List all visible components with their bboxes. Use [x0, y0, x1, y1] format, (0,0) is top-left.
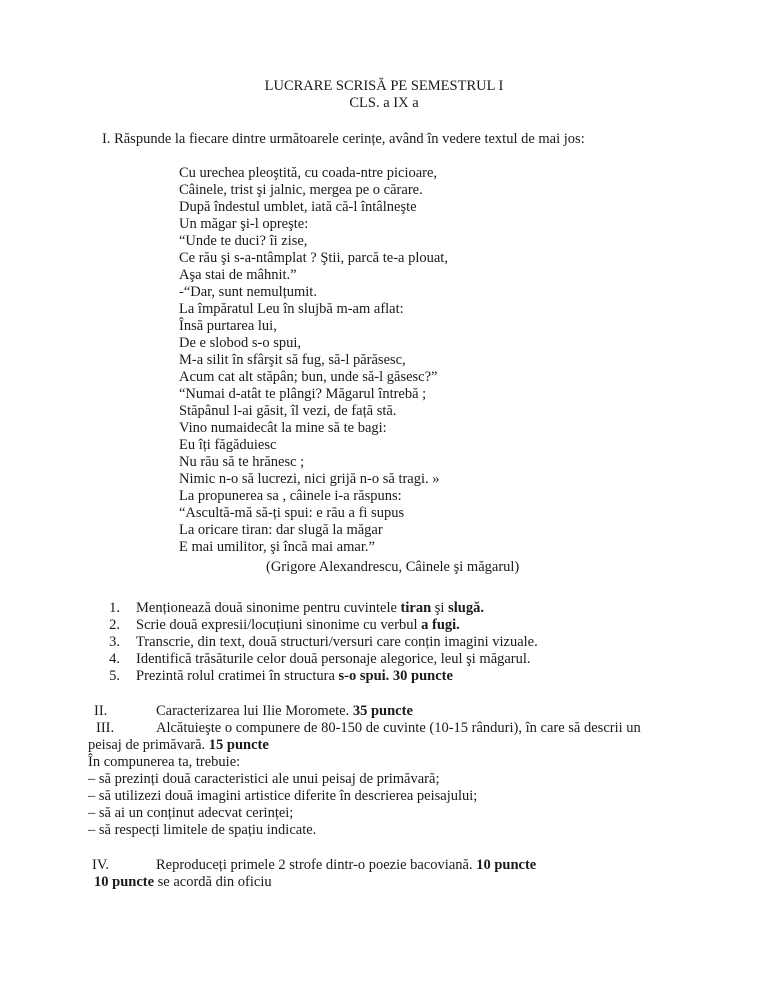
section-2-number: II. — [94, 703, 108, 719]
section-2-text — [156, 703, 413, 720]
list-item — [102, 634, 538, 651]
oficiu-line — [94, 874, 272, 891]
task-text: Prezintă rolul cratimei în structura — [136, 668, 339, 684]
task-text: Transcrie, din text, două structuri/versuri care conțin imagini vizuale. — [136, 634, 538, 650]
poem-line: Câinele, trist şi jalnic, mergea pe o cărare. — [179, 182, 423, 198]
poem-line: Nimic n-o să lucrezi, nici grijă n-o să tragi. » — [179, 471, 440, 487]
section-1-intro: I. Răspunde la fiecare dintre următoarele cerințe, având în vedere textul de mai jos: — [102, 131, 585, 147]
task-bold: slugă. — [448, 600, 484, 616]
section-3-points: 15 puncte — [208, 737, 269, 753]
poem-line: Vino numaidecât la mine să te bagi: — [179, 420, 387, 436]
poem-line: Stăpânul l-ai găsit, îl vezi, de față stă. — [179, 403, 397, 419]
requirement-item: – să ai un conținut adecvat cerinței; — [88, 805, 294, 821]
poem-line: La împăratul Leu în slujbă m-am aflat: — [179, 301, 404, 317]
list-item — [102, 617, 460, 634]
poem-line: M-a silit în sfârşit să fug, să-l părăsesc, — [179, 352, 406, 368]
poem-line: La oricare tiran: dar slugă la măgar — [179, 522, 383, 538]
requirement-item: – să utilizezi două imagini artistice diferite în descrierea peisajului; — [88, 788, 478, 804]
oficiu-text: se acordă din oficiu — [154, 874, 272, 890]
list-number: 4. — [109, 651, 120, 667]
task-bold: s-o spui. 30 puncte — [338, 668, 453, 684]
requirement-item: – să prezinți două caracteristici ale unui peisaj de primăvară; — [88, 771, 440, 787]
section-3-task: peisaj de primăvară. — [88, 737, 209, 753]
task-text: Scrie două expresii/locuțiuni sinonime cu verbul — [136, 617, 422, 633]
poem-line: Însă purtarea lui, — [179, 318, 277, 334]
list-item — [102, 668, 453, 685]
section-3-number: III. — [96, 720, 115, 736]
list-number: 3. — [109, 634, 120, 650]
poem-line: “Unde te duci? îi zise, — [179, 233, 308, 249]
poem-line: -“Dar, sunt nemulțumit. — [179, 284, 317, 300]
poem-line: Cu urechea pleoştită, cu coada-ntre picioare, — [179, 165, 438, 181]
poem-line: Ce rău şi s-a-ntâmplat ? Ştii, parcă te-a plouat, — [179, 250, 448, 266]
section-3-requirements-intro: În compunerea ta, trebuie: — [88, 754, 241, 770]
section-4-task: Reproduceți primele 2 strofe dintr-o poezie bacoviană. — [156, 857, 477, 873]
requirement-item: – să respecți limitele de spațiu indicate. — [88, 822, 317, 838]
section-4-points: 10 puncte — [476, 857, 537, 873]
task-text: Menționează două sinonime pentru cuvintele — [136, 600, 401, 616]
poem-line: “Numai d-atât te plângi? Măgarul întrebă ; — [179, 386, 427, 402]
list-item — [102, 651, 531, 668]
poem-line: E mai umilitor, şi încă mai amar.” — [179, 539, 375, 555]
poem-line: După îndestul umblet, iată că-l întâlneşte — [179, 199, 417, 215]
poem-line: La propunerea sa , câinele i-a răspuns: — [179, 488, 402, 504]
poem-line: Eu îți făgăduiesc — [179, 437, 277, 453]
list-number: 1. — [109, 600, 120, 616]
poem-line: De e slobod s-o spui, — [179, 335, 302, 351]
document-class: CLS. a IX a — [349, 95, 419, 111]
document-title: LUCRARE SCRISĂ PE SEMESTRUL I — [264, 78, 504, 94]
section-2-points: 35 puncte — [352, 703, 413, 719]
task-text: şi — [431, 600, 449, 616]
poem-line: Un măgar şi-l opreşte: — [179, 216, 309, 232]
poem-line: “Ascultă-mă să-ți spui: e rău a fi supus — [179, 505, 405, 521]
poem-line: Aşa stai de mâhnit.” — [179, 267, 297, 283]
oficiu-points: 10 puncte — [94, 874, 155, 890]
task-bold: a fugi. — [421, 617, 460, 633]
poem-line: Nu rău să te hrănesc ; — [179, 454, 305, 470]
task-text: Identifică trăsăturile celor două personaje alegorice, leul şi măgarul. — [136, 651, 531, 667]
poem-line: Acum cat alt stăpân; bun, unde să-l găsesc?” — [179, 369, 438, 385]
list-number: 5. — [109, 668, 120, 684]
poem-attribution: (Grigore Alexandrescu, Câinele şi măgarul) — [266, 559, 520, 575]
section-3-line1: Alcătuieşte o compunere de 80-150 de cuvinte (10-15 rânduri), în care să descrii un — [156, 720, 641, 736]
section-2-task: Caracterizarea lui Ilie Moromete. — [156, 703, 353, 719]
section-3-line2 — [88, 737, 269, 754]
list-number: 2. — [109, 617, 120, 633]
section-4-number: IV. — [92, 857, 110, 873]
section-4-text — [156, 857, 536, 874]
task-bold: tiran — [400, 600, 432, 616]
list-item — [102, 600, 484, 617]
